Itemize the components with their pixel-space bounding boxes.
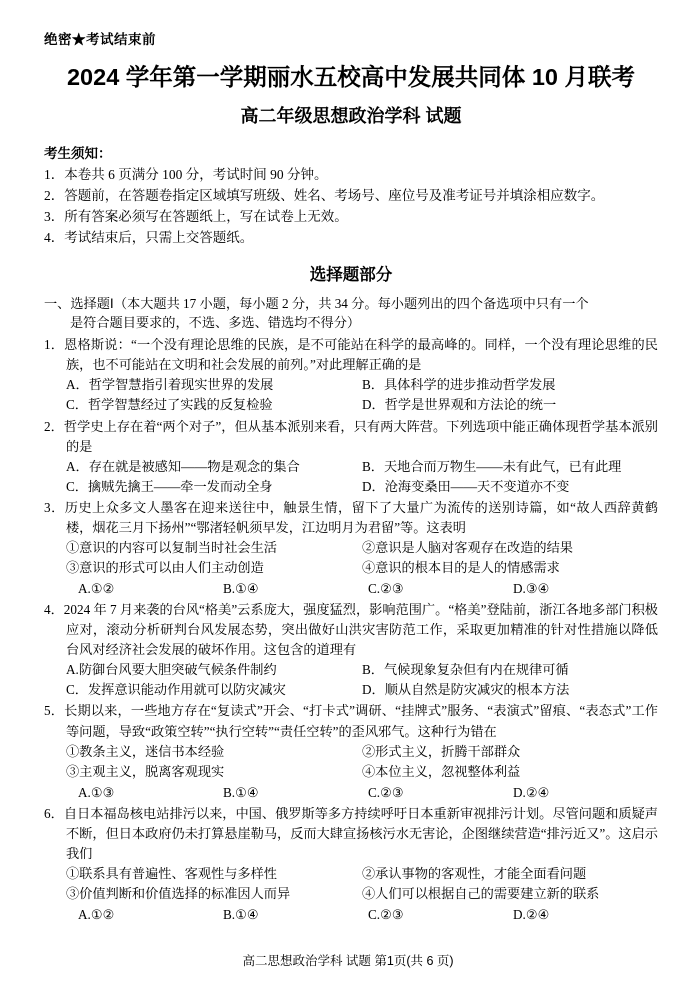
option[interactable]: ②意识是人脑对客观存在改造的结果 xyxy=(362,539,573,555)
option[interactable]: ③主观主义，脱离客观现实 xyxy=(66,763,225,779)
option[interactable]: ④人们可以根据自己的需要建立新的联系 xyxy=(362,886,600,902)
section-intro-line2: 是符合题目要求的，不选、多选、错选均不得分） xyxy=(70,315,361,331)
option[interactable]: B．具体科学的进步推动哲学发展 xyxy=(362,377,556,393)
option[interactable]: ②承认事物的客观性，才能全面看问题 xyxy=(362,866,587,882)
page-footer: 高二思想政治学科 试题 第1页(共 6 页) xyxy=(242,954,454,968)
option[interactable]: D．顺从自然是防灾减灾的根本方法 xyxy=(362,682,570,698)
answer-choices xyxy=(44,782,658,803)
question-stem: 6．自日本福岛核电站排污以来，中国、俄罗斯等多方持续呼吁日本重新审视排污计划。尽管问题和质疑声不断，但日本政府仍未打算悬崖勒马，反而大肆宣扬核污水无害论，企图继续营造“排污近又”。这启示我们 xyxy=(44,805,658,861)
question-options xyxy=(44,762,658,782)
notice-heading: 考生须知： xyxy=(44,146,112,161)
answer-choice[interactable]: B.①④ xyxy=(223,907,259,923)
section-intro xyxy=(44,294,658,334)
option[interactable]: C．擒贼先擒王——牵一发而动全身 xyxy=(66,478,273,494)
question-options xyxy=(44,884,658,904)
answer-choice[interactable]: D.③④ xyxy=(513,581,550,597)
question-options xyxy=(44,660,658,680)
question-item xyxy=(44,804,658,925)
answer-choice[interactable]: B.①④ xyxy=(223,784,259,800)
secret-label: 绝密★考试结束前 xyxy=(44,32,156,47)
page-subtitle: 高二年级思想政治学科 试题 xyxy=(240,106,462,126)
question-item xyxy=(44,600,658,700)
option[interactable]: C．发挥意识能动作用就可以防灾减灾 xyxy=(66,682,286,698)
answer-choice[interactable]: A.①③ xyxy=(78,784,115,800)
question-options xyxy=(44,558,658,578)
option[interactable]: A.防御台风要大胆突破气候条件制约 xyxy=(66,662,277,678)
question-options xyxy=(44,395,658,415)
question-options xyxy=(44,457,658,477)
option[interactable]: ③价值判断和价值选择的标准因人而异 xyxy=(66,886,291,902)
question-stem: 2．哲学史上存在着“两个对子”，但从基本派别来看，只有两大阵营。下列选项中能正确体现哲学基本派别的是 xyxy=(44,418,658,454)
section-title: 选择题部分 xyxy=(309,265,393,284)
option[interactable]: ①联系具有普遍性、客观性与多样性 xyxy=(66,866,277,882)
question-options xyxy=(44,864,658,884)
question-item xyxy=(44,498,658,599)
question-stem: 5．长期以来，一些地方存在“复读式”开会、“打卡式”调研、“挂牌式”服务、“表演式”留痕、“表态式”工作等问题，导致“政策空转”“执行空转”“责任空转”的歪风邪气。这种行为错在 xyxy=(44,703,658,739)
answer-choice[interactable]: C.②③ xyxy=(368,784,404,800)
answer-choice[interactable]: A.①② xyxy=(78,907,115,923)
option[interactable]: C．哲学智慧经过了实践的反复检验 xyxy=(66,397,273,413)
question-stem: 4．2024 年 7 月来袭的台风“格美”云系庞大，强度猛烈，影响范围广。“格美”登陆前，浙江各地多部门积极应对，滚动分析研判台风发展态势，突出做好山洪灾害防范工作，采取更加精准的针对性措施以降低台风对经济社会发展的破坏作用。这包含的道理有 xyxy=(44,602,658,658)
question-options xyxy=(44,477,658,497)
answer-choice[interactable]: D.②④ xyxy=(513,784,550,800)
question-item xyxy=(44,417,658,497)
option[interactable]: ①意识的内容可以复制当时社会生活 xyxy=(66,539,277,555)
section-intro-line1: 一、选择题Ⅰ（本大题共 17 小题，每小题 2 分，共 34 分。每小题列出的四个备选项中只有一个 xyxy=(44,295,589,311)
option[interactable]: ①教条主义，迷信书本经验 xyxy=(66,743,225,759)
question-stem: 3．历史上众多文人墨客在迎来送往中，触景生情，留下了大量广为流传的送别诗篇，如“故人西辞黄鹤楼，烟花三月下扬州”“鄂渚轻帆须早发，江边明月为君留”等。这表明 xyxy=(44,499,658,535)
question-options xyxy=(44,742,658,762)
option[interactable]: ④意识的根本目的是人的情感需求 xyxy=(362,559,560,575)
answer-choice[interactable]: C.②③ xyxy=(368,581,404,597)
option[interactable]: D．沧海变桑田——天不变道亦不变 xyxy=(362,478,570,494)
page-title: 2024 学年第一学期丽水五校高中发展共同体 10 月联考 xyxy=(66,64,635,90)
notice-item: 3．所有答案必须写在答题纸上，写在试卷上无效。 xyxy=(44,208,348,224)
question-options xyxy=(44,538,658,558)
option[interactable]: ③意识的形式可以由人们主动创造 xyxy=(66,559,264,575)
answer-choice[interactable]: D.②④ xyxy=(513,907,550,923)
answer-choice[interactable]: A.①② xyxy=(78,581,115,597)
question-item xyxy=(44,335,658,415)
option[interactable]: B．天地合而万物生——未有此气，已有此理 xyxy=(362,458,622,474)
option[interactable]: ②形式主义，折腾干部群众 xyxy=(362,743,521,759)
question-options xyxy=(44,375,658,395)
answer-choices xyxy=(44,578,658,599)
option[interactable]: B．气候现象复杂但有内在规律可循 xyxy=(362,662,569,678)
answer-choice[interactable]: C.②③ xyxy=(368,907,404,923)
question-item xyxy=(44,701,658,802)
question-options xyxy=(44,680,658,700)
option[interactable]: A．存在就是被感知——物是观念的集合 xyxy=(66,458,300,474)
answer-choices xyxy=(44,904,658,925)
notice-item: 2．答题前，在答题卷指定区域填写班级、姓名、考场号、座位号及准考证号并填涂相应数字。 xyxy=(44,187,605,203)
option[interactable]: D．哲学是世界观和方法论的统一 xyxy=(362,397,557,413)
option[interactable]: A．哲学智慧指引着现实世界的发展 xyxy=(66,377,274,393)
answer-choice[interactable]: B.①④ xyxy=(223,581,259,597)
option[interactable]: ④本位主义，忽视整体利益 xyxy=(362,763,521,779)
question-stem: 1．恩格斯说：“一个没有理论思维的民族，是不可能站在科学的最高峰的。同样，一个没有理论思维的民族，也不可能站在文明和社会发展的前列。”对此理解正确的是 xyxy=(44,337,658,373)
notice-item: 1．本卷共 6 页满分 100 分，考试时间 90 分钟。 xyxy=(44,167,328,182)
notice-item: 4．考试结束后，只需上交答题纸。 xyxy=(44,229,254,245)
